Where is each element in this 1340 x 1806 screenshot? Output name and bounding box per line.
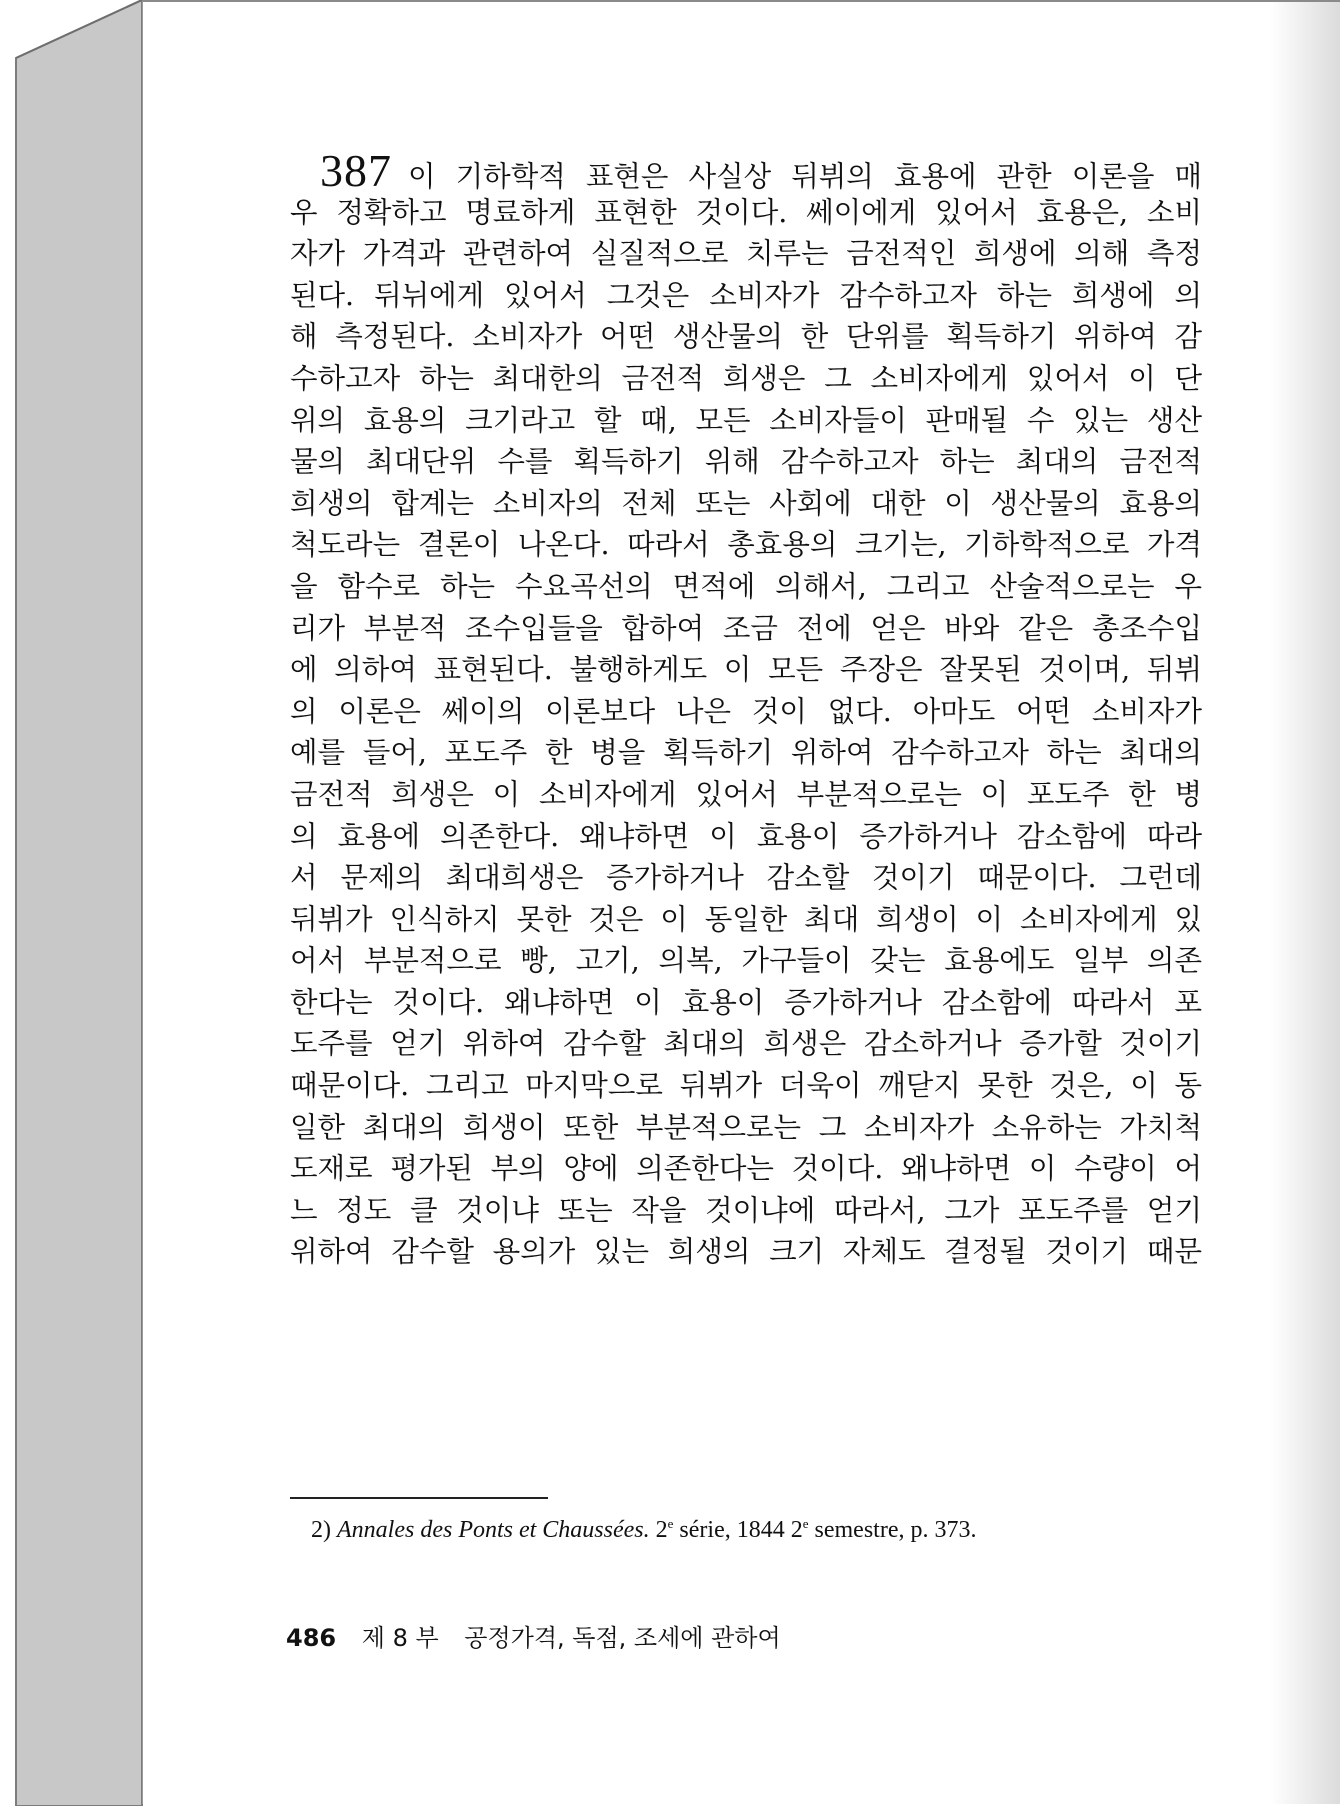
running-footer xyxy=(286,1618,781,1653)
footnote-marker: 2) xyxy=(311,1517,331,1543)
footnote-series-number xyxy=(656,1517,674,1543)
footnote-series-text: série, 1844 xyxy=(679,1517,785,1543)
main-paragraph xyxy=(290,145,1202,1273)
paragraph-line: 위하여 감수할 용의가 있는 희생의 크기 자체도 결정될 것이기 때문 xyxy=(290,1235,1202,1269)
footnote-semester-number xyxy=(791,1517,809,1543)
footnote-semester-num: 2 xyxy=(790,1517,803,1543)
paragraph-line: 일한 최대의 희생이 또한 부분적으로는 그 소비자가 소유하는 가치척 xyxy=(290,1110,1202,1144)
paragraph-line: 의 이론은 쎄이의 이론보다 나은 것이 없다. 아마도 어떤 소비자가 xyxy=(290,694,1202,728)
footnote-source-title: Annales des Ponts et Chaussées. xyxy=(337,1517,650,1543)
footnote-semester-text: semestre, p. 373. xyxy=(814,1517,977,1543)
footnote xyxy=(311,1516,976,1544)
paragraph-line: 척도라는 결론이 나온다. 따라서 총효용의 크기는, 기하학적으로 가격 xyxy=(290,528,1202,562)
paragraph-line: 도재로 평가된 부의 양에 의존한다는 것이다. 왜냐하면 이 수량이 어 xyxy=(290,1152,1202,1186)
paragraph-line: 물의 최대단위 수를 획득하기 위해 감수하고자 하는 최대의 금전적 xyxy=(290,445,1202,479)
paragraph-line: 한다는 것이다. 왜냐하면 이 효용이 증가하거나 감소함에 따라서 포 xyxy=(290,985,1202,1019)
paragraph-line: 자가 가격과 관련하여 실질적으로 치루는 금전적인 희생에 의해 측정 xyxy=(290,237,1202,271)
paragraph-line: 을 함수로 하는 수요곡선의 면적에 의해서, 그리고 산술적으로는 우 xyxy=(290,569,1202,603)
paragraph-line-1 xyxy=(290,145,1202,196)
paragraph-line: 서 문제의 최대희생은 증가하거나 감소할 것이기 때문이다. 그런데 xyxy=(290,861,1202,895)
page-edge-shadow xyxy=(1270,2,1340,1804)
paragraph-line: 예를 들어, 포도주 한 병을 획득하기 위하여 감수하고자 하는 최대의 xyxy=(290,736,1202,770)
paragraph-line: 희생의 합계는 소비자의 전체 또는 사회에 대한 이 생산물의 효용의 xyxy=(290,486,1202,520)
footnote-semester-superscript: e xyxy=(802,1516,809,1531)
paragraph-line: 도주를 얻기 위하여 감수할 최대의 희생은 감소하거나 증가할 것이기 xyxy=(290,1027,1202,1061)
footnote-series-superscript: e xyxy=(667,1516,674,1531)
paragraph-line: 의 효용에 의존한다. 왜냐하면 이 효용이 증가하거나 감소함에 따라 xyxy=(290,819,1202,853)
paragraph-line: 금전적 희생은 이 소비자에게 있어서 부분적으로는 이 포도주 한 병 xyxy=(290,777,1202,811)
paragraph-line-text: 이 기하학적 표현은 사실상 뒤뷔의 효용에 관한 이론을 매 xyxy=(408,160,1202,193)
paragraph-line: 수하고자 하는 최대한의 금전적 희생은 그 소비자에게 있어서 이 단 xyxy=(290,361,1202,395)
part-title: 공정가격, 독점, 조세에 관하여 xyxy=(464,1624,781,1652)
part-label: 제 8 부 xyxy=(361,1624,439,1652)
paragraph-number: 387 xyxy=(320,145,392,196)
paragraph-line: 어서 부분적으로 빵, 고기, 의복, 가구들이 갖는 효용에도 일부 의존 xyxy=(290,944,1202,978)
paragraph-line: 때문이다. 그리고 마지막으로 뒤뷔가 더욱이 깨닫지 못한 것은, 이 동 xyxy=(290,1069,1202,1103)
paragraph-line: 해 측정된다. 소비자가 어떤 생산물의 한 단위를 획득하기 위하여 감 xyxy=(290,320,1202,354)
paragraph-line: 뒤뷔가 인식하지 못한 것은 이 동일한 최대 희생이 이 소비자에게 있 xyxy=(290,902,1202,936)
paragraph-line: 된다. 뒤뉘에게 있어서 그것은 소비자가 감수하고자 하는 희생에 의 xyxy=(290,278,1202,312)
page-number: 486 xyxy=(286,1624,337,1652)
paragraph-line: 느 정도 클 것이냐 또는 작을 것이냐에 따라서, 그가 포도주를 얻기 xyxy=(290,1193,1202,1227)
paragraph-line: 위의 효용의 크기라고 할 때, 모든 소비자들이 판매될 수 있는 생산 xyxy=(290,403,1202,437)
paragraph-line: 리가 부분적 조수입들을 합하여 조금 전에 얻은 바와 같은 총조수입 xyxy=(290,611,1202,645)
footnote-separator xyxy=(290,1497,548,1499)
footnote-series-num: 2 xyxy=(655,1517,668,1543)
paragraph-line: 우 정확하고 명료하게 표현한 것이다. 쎄이에게 있어서 효용은, 소비 xyxy=(290,195,1202,229)
paragraph-line: 에 의하여 표현된다. 불행하게도 이 모든 주장은 잘못된 것이며, 뒤뷔 xyxy=(290,653,1202,687)
